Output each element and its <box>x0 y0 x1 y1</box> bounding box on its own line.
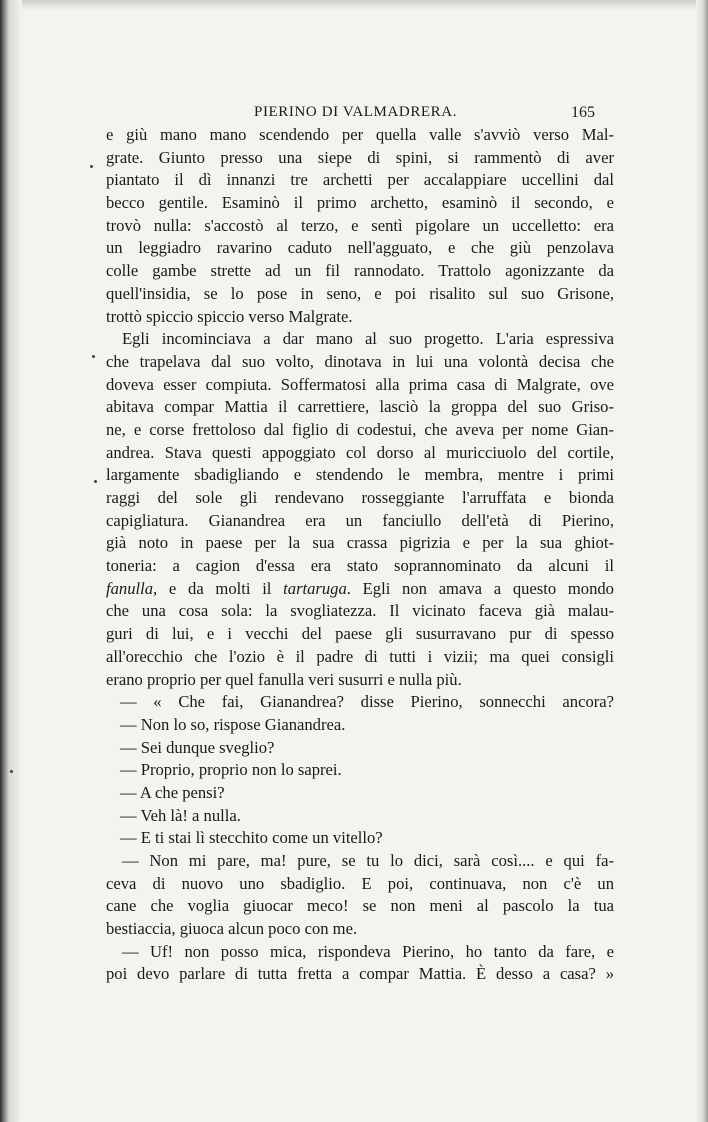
text-line: andrea. Stava questi appoggiato col dorso al muricciuolo del cortile, <box>106 442 614 462</box>
text-line: erano proprio per quel fanulla veri susurri e nulla più. <box>106 669 462 689</box>
text-line: — A che pensi? <box>120 782 225 802</box>
text-line: toneria: a cagion d'essa era stato soprannominato da alcuni il <box>106 556 614 576</box>
page-top-shadow <box>0 0 708 10</box>
text-line: colle gambe strette ad un fil rannodato. Trattolo agonizzante da <box>106 261 614 281</box>
text-line: cane che voglia giuocar meco! se non meni al pascolo la tua <box>106 896 614 916</box>
text-line: doveva esser compiuta. Soffermatosi alla prima casa di Malgrate, ove <box>106 374 614 394</box>
text-line: — « Che fai, Gianandrea? disse Pierino, sonnecchi ancora? <box>120 692 614 712</box>
page-outer-edge <box>696 0 708 1122</box>
page-header <box>0 104 708 126</box>
speck <box>94 480 97 483</box>
text-line: e giù mano mano scendendo per quella valle s'avviò verso Mal- <box>106 125 614 144</box>
text-line: — E ti stai lì stecchito come un vitello? <box>120 828 383 848</box>
text-line: bestiaccia, giuoca alcun poco con me. <box>106 919 358 939</box>
text-line: ne, e corse frettoloso dal figlio di codestui, che aveva per nome Gian- <box>106 419 614 439</box>
body-text <box>106 124 614 986</box>
text-line: raggi del sole gli rendevano rosseggiante l'arruffata e bionda <box>106 488 614 507</box>
text-line: che una cosa sola: la svogliatezza. Il vicinato faceva già malau- <box>106 601 614 621</box>
text-line: becco gentile. Esaminò il primo archetto, esaminò il secondo, e <box>106 193 614 213</box>
text-line: piantato il dì innanzi tre archetti per accalappiare uccellini dal <box>106 170 614 190</box>
speck <box>10 770 13 773</box>
text-line: già noto in paese per la sua crassa pigrizia e per la sua ghiot- <box>106 533 614 553</box>
text-line: — Proprio, proprio non lo saprei. <box>120 760 342 780</box>
text-line: — Sei dunque sveglio? <box>120 737 275 757</box>
page-binding-edge <box>0 0 22 1122</box>
text-line: — Non mi pare, ma! pure, se tu lo dici, sarà così.... e qui fa- <box>122 851 614 870</box>
text-line: all'orecchio che l'ozio è il padre di tutti i vizii; ma quei consigli <box>106 646 614 666</box>
text-line: capigliatura. Gianandrea era un fanciullo dell'età di Pierino, <box>106 510 614 530</box>
text-line: un leggiadro ravarino caduto nell'agguato, e che giù penzolava <box>106 238 614 258</box>
running-title: PIERINO DI VALMADRERA. <box>254 104 458 120</box>
page-number: 165 <box>571 104 595 121</box>
text-line: fanulla, e da molti il tartaruga. Egli non amava a questo mondo <box>106 578 614 598</box>
speck <box>92 355 95 358</box>
text-line: — Non lo so, rispose Gianandrea. <box>120 714 346 734</box>
text-line: largamente sbadigliando e stendendo le membra, mentre i primi <box>106 465 614 485</box>
speck <box>90 165 93 168</box>
text-line: abitava compar Mattia il carrettiere, lasciò la groppa del suo Griso- <box>106 397 614 417</box>
text-line: grate. Giunto presso una siepe di spini, si rammentò di aver <box>106 147 614 167</box>
text-line: quell'insidia, se lo pose in seno, e poi risalito sul suo Grisone, <box>106 283 614 303</box>
text-line: ceva di nuovo uno sbadiglio. E poi, continuava, non c'è un <box>106 873 614 893</box>
text-line: trovò nulla: s'accostò al terzo, e sentì pigolare un uccelletto: era <box>106 215 614 235</box>
text-line: — Uf! non posso mica, rispondeva Pierino, ho tanto da fare, e <box>122 941 614 961</box>
text-line: Egli incominciava a dar mano al suo progetto. L'aria espressiva <box>122 329 614 349</box>
text-line: trottò spiccio spiccio verso Malgrate. <box>106 306 353 326</box>
text-line: — Veh là! a nulla. <box>120 805 241 825</box>
text-line: guri di lui, e i vecchi del paese gli susurravano pur di spesso <box>106 624 614 644</box>
text-line: che trapelava dal suo volto, dinotava in lui una volontà decisa che <box>106 351 614 371</box>
text-line: poi devo parlare di tutta fretta a compar Mattia. È desso a casa? » <box>106 964 614 984</box>
